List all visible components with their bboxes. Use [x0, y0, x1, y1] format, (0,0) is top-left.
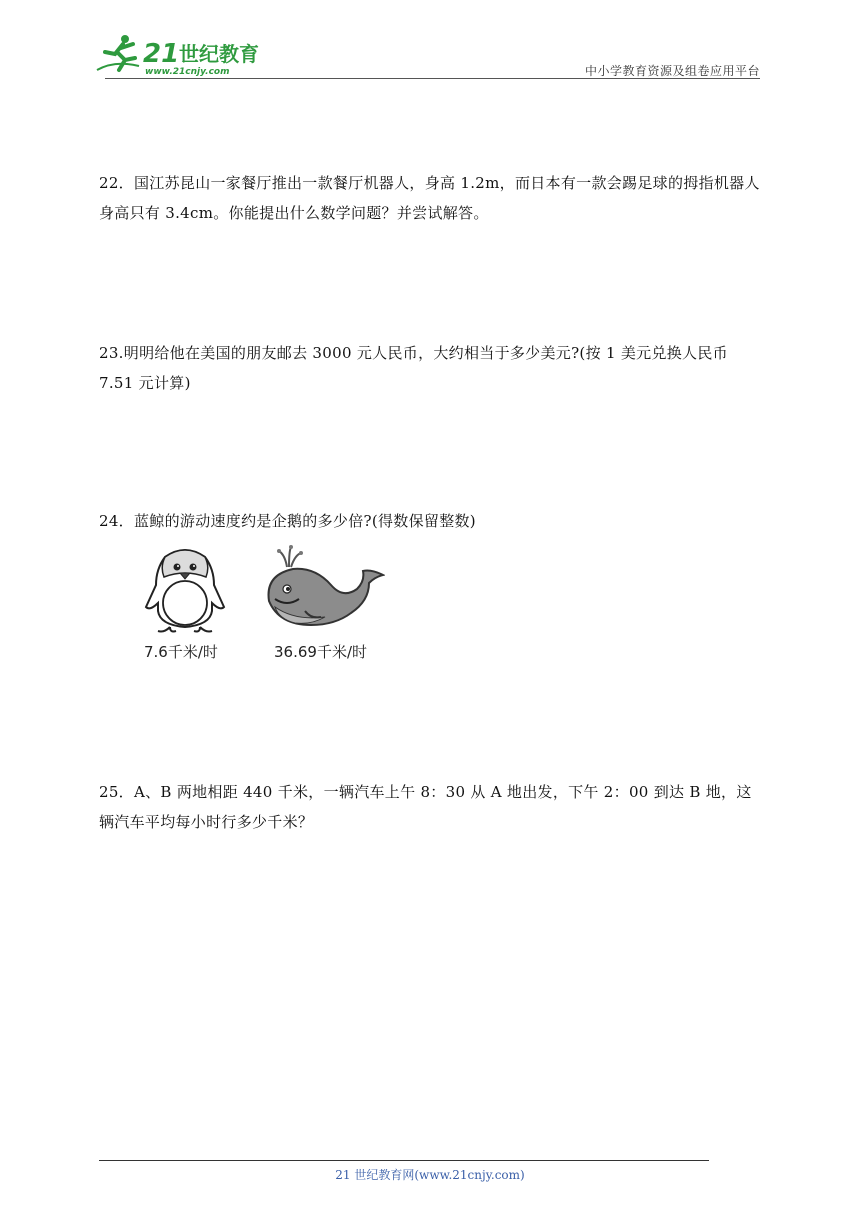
page-header: [95, 30, 760, 80]
penguin-icon: [140, 545, 230, 635]
site-logo: [95, 30, 270, 80]
question-text: 明明给他在美国的朋友邮去 3000 元人民币，大约相当于多少美元?(按 1 美元兑换人民币 7.51 元计算): [99, 344, 728, 392]
whale-icon: [265, 545, 385, 635]
penguin-speed-label: 7.6千米/时: [144, 643, 218, 661]
svg-text:世纪教育: 世纪教育: [179, 42, 259, 66]
question-24: [99, 506, 764, 536]
runner-logo-icon: [95, 30, 270, 80]
svg-text:21: 21: [143, 39, 180, 69]
question-number: 22．: [99, 174, 134, 192]
svg-text:www.21cnjy.com: www.21cnjy.com: [145, 67, 230, 77]
question-number: 25．: [99, 783, 134, 801]
question-number: 23.: [99, 344, 124, 362]
site-name: 中小学教育资源及组卷应用平台: [584, 64, 760, 78]
question-text: 蓝鲸的游动速度约是企鹅的多少倍?(得数保留整数): [134, 512, 476, 530]
header-divider: [105, 78, 760, 79]
speed-figure: [140, 545, 390, 670]
whale-speed-label: 36.69千米/时: [274, 643, 367, 661]
question-number: 24．: [99, 512, 134, 530]
question-25: [99, 777, 764, 837]
question-text: A、B 两地相距 440 千米，一辆汽车上午 8：30 从 A 地出发，下午 2：00 到达 B 地，这辆汽车平均每小时行多少千米？: [99, 783, 752, 831]
question-22: [99, 168, 764, 228]
question-23: [99, 338, 764, 398]
footer-divider: [99, 1160, 709, 1161]
footer-site-link[interactable]: 21 世纪教育网(www.21cnjy.com): [335, 1168, 525, 1182]
question-text: 国江苏昆山一家餐厅推出一款餐厅机器人，身高 1.2m，而日本有一款会踢足球的拇指机器人身高只有 3.4cm。你能提出什么数学问题？并尝试解答。: [99, 174, 760, 222]
